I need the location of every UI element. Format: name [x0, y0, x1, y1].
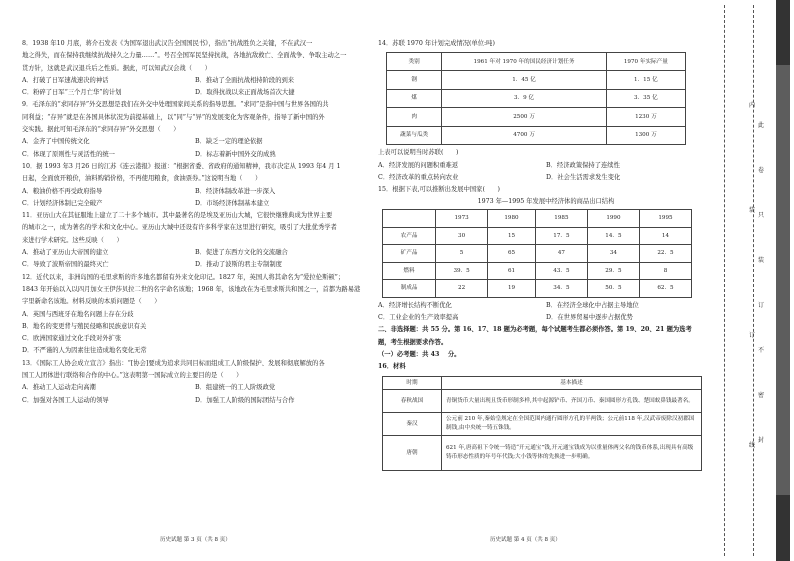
table-cell: 公元前 210 年,秦始皇规定在全国范围内通行圆形方孔的半两钱；公元前118 年,汉武帝废除汉初郡国制钱,由中央统一铸五铢钱。 [442, 412, 702, 435]
option-b: B．经济体制改革进一步深入 [195, 187, 276, 195]
q10-line: 10．据 1993 年3 月26 日的江苏《连云港报》报道：“根据省委、省政府的通知精神，我市决定从 1993 年4 月 1 [22, 162, 341, 170]
table-cell: 3．9 亿 [442, 89, 606, 108]
q14-options-row [378, 172, 714, 184]
table-cell: 矿产品 [383, 245, 436, 263]
option-b: B．组建统一的工人阶级政党 [195, 384, 276, 392]
seal-line [753, 5, 754, 556]
table-cell: 34 [587, 245, 639, 263]
option-c: C．体现了原则性与灵活性的统一 [22, 150, 115, 158]
page-3-column [22, 38, 368, 407]
q16-title: 16．材料 [378, 363, 406, 371]
table-cell: 65 [488, 245, 536, 263]
option-c: C．工业企业的生产效率提高 [378, 314, 459, 322]
seal-hint-char: 封 [757, 437, 764, 444]
q8-line: 地之得失，而在保持我继续抗战持久之力量……”。号召全国军民坚持抗战，各地抗敌救亡、全面战争、争取主动之一 [22, 52, 347, 60]
table-header-cell: 1980 [488, 209, 536, 227]
q10-options-row [22, 186, 368, 198]
option-b: B．经济政策保持了连续性 [546, 161, 620, 169]
question-11 [22, 210, 368, 271]
q15-options-row [378, 300, 714, 312]
q15-title: 15．根据下表,可以推断出发展中国家( ) [378, 186, 500, 194]
page-4-column [378, 38, 714, 471]
table-header-cell: 1973 [436, 209, 488, 227]
q12-line: 12．近代以来，非洲岛国的毛里求斯的许多地名都留有外来文化印记。1827 年，英国人将其命名为“爱拉伦斯顿”； [22, 273, 345, 281]
section-2-heading: 二、非选择题：共 55 分。第 16、17、18 题为必考题，每个试题考生都必须作答。第 19、20、21 题为选考 [378, 326, 692, 334]
table-header-cell: 基本描述 [442, 376, 702, 389]
seal-hint-char: 卷 [757, 167, 764, 174]
option-b: B．在经济全球化中占据主导地位 [546, 301, 639, 309]
option-c: C．欧洲国家通过文化手段对外扩张 [22, 335, 122, 343]
q15-table [382, 209, 692, 298]
binding-margin [720, 0, 794, 561]
table-cell: 青铜货币大量出现且货币形制多样,其中起源铲币、齐国刀币、秦国圆形方孔钱、楚国蚁鼻钱最著名。 [442, 389, 702, 412]
option-d: D．推动了波斯的君主专制制度 [195, 261, 282, 269]
table-header-cell: 1961 年对 1970 年的国民经济计划任务 [442, 53, 606, 71]
option-d: D．加强工人阶级的国际团结与合作 [195, 396, 295, 404]
table-cell: 50．5 [587, 280, 639, 298]
table-cell: 14 [639, 227, 691, 245]
table-cell: 29．5 [587, 262, 639, 280]
option-b: B．缺乏一定的理论依据 [195, 138, 263, 146]
table-row [383, 245, 692, 263]
table-header-cell: 时期 [383, 376, 442, 389]
option-a: A．粮油价格不再受政府指导 [22, 187, 103, 195]
table-cell: 1300 万 [606, 126, 685, 145]
seal-hint-char: 此 [757, 122, 764, 129]
table-cell: 1230 万 [606, 108, 685, 127]
line-mark: 装 [749, 207, 756, 214]
q11-options-row [22, 259, 368, 271]
table-row [387, 126, 686, 145]
table-row [387, 89, 686, 108]
q14-question: 上表可以说明当时苏联( ) [378, 149, 459, 157]
q13-line: 13．《国际工人协会成立宣言》指出：“[协会]要成为追求共同目标而组成工人阶级保护、发展和彻底解放的各 [22, 359, 325, 367]
table-cell: 肉 [387, 108, 442, 127]
question-12 [22, 272, 368, 358]
q8-options-row [22, 87, 368, 99]
option-d: D．标志着新中国外交的成熟 [195, 150, 276, 158]
option-c: C．计划经济体制已完全破产 [22, 199, 103, 207]
table-cell: 14．5 [587, 227, 639, 245]
table-header-row [383, 376, 702, 389]
page-3-footer: 历史试题 第 3 页（共 8 页） [160, 537, 231, 543]
table-row [383, 389, 702, 412]
option-a: A．经济发展的问题积重难返 [378, 161, 459, 169]
table-cell: 燃料 [383, 262, 436, 280]
table-cell: 43．5 [535, 262, 587, 280]
q9-line: 交实践。据此可知毛泽东的“求同存异”外交思想（ ） [22, 126, 180, 134]
table-cell: 1．15 亿 [606, 71, 685, 90]
table-row [383, 412, 702, 435]
q9-options-row [22, 136, 368, 148]
table-cell: 19 [488, 280, 536, 298]
question-8 [22, 38, 368, 99]
table-row [383, 262, 692, 280]
table-cell: 22．5 [639, 245, 691, 263]
seal-hint-char: 订 [757, 302, 764, 309]
q16-table [382, 376, 702, 471]
option-d: D．社会生活需求发生变化 [546, 173, 621, 181]
option-d: D．在世界贸易中逐步占据优势 [546, 314, 633, 322]
table-cell: 8 [639, 262, 691, 280]
table-cell: 30 [436, 227, 488, 245]
binding-strip-top [776, 0, 790, 65]
table-header-cell: 1970 年实际产量 [606, 53, 685, 71]
q11-options-row [22, 247, 368, 259]
line-mark: 线 [749, 442, 756, 449]
table-header-row [387, 53, 686, 71]
option-c: C．导致了波斯帝国的最终灭亡 [22, 261, 109, 269]
q13-options-row [22, 395, 368, 407]
table-header-cell [383, 209, 436, 227]
option-a: A．金齐了中国传统文化 [22, 138, 90, 146]
question-10 [22, 161, 368, 210]
table-cell: 17．5 [535, 227, 587, 245]
question-9 [22, 99, 368, 160]
q11-line: 11．亚历山大在其征服地上建立了二十多个城市。其中最著名的是埃及亚历山大城，它很快继雅典成为世界主要 [22, 212, 333, 220]
seal-hint-char: 只 [757, 212, 764, 219]
option-b: B．地名的变更背与殖民侵略和民族意识有关 [22, 322, 147, 330]
table-cell: 621 年,唐高祖下令统一铸造“开元通宝”钱,开元通宝钱成为以重量体两父名的钱币体系,出现具有高级铸币形态性质的年号年代钱;大小钱等体的先换进一步明确。 [442, 435, 702, 470]
option-c: C．经济改革的重点转向农业 [378, 173, 459, 181]
q11-line: 来进行学术研究。这些反映（ ） [22, 236, 123, 244]
seal-hint-char: 不 [757, 347, 764, 354]
option-b: B．推动了全面抗战相持阶段的到来 [195, 76, 295, 84]
option-d: D．不严谨的人为因素往往造成地名变化无常 [22, 347, 147, 355]
option-a: A．打破了日军速战速决的神话 [22, 76, 109, 84]
table-cell: 唐朝 [383, 435, 442, 470]
seal-hint-char: 装 [757, 257, 764, 264]
table-row [383, 435, 702, 470]
table-row [387, 108, 686, 127]
table-header-cell: 1985 [535, 209, 587, 227]
q10-options-row [22, 198, 368, 210]
seal-hint-char: 密 [757, 392, 764, 399]
q12-line: 1843 年开始以入以四月加女王伊莎贝拉二世的名字命名该地；1968 年，该地改在为毛里求斯共和国之一，首都为路易港 [22, 285, 361, 293]
q8-line: 8．1938 年10 月底，蒋介石发表《为国军退出武汉告全国国民书》，指出“抗战胜负之关键，不在武汉一 [22, 40, 313, 47]
table-cell: 1．45 亿 [442, 71, 606, 90]
table-row [383, 227, 692, 245]
table-cell: 4700 万 [442, 126, 606, 145]
q12-line: 字里新命名该地。材料反映的本质问题是（ ） [22, 298, 161, 306]
binding-strip-bottom [776, 495, 790, 561]
binding-strip [776, 0, 790, 561]
table-cell: 62．5 [639, 280, 691, 298]
q15-table-caption: 1973 年—1995 年发展中经济体的商品出口结构 [477, 198, 615, 206]
table-cell: 制成品 [383, 280, 436, 298]
table-row [383, 280, 692, 298]
option-d: D．取得抗战以来正面战场首次大捷 [195, 89, 295, 97]
q9-options-row [22, 149, 368, 161]
table-cell: 3．35 亿 [606, 89, 685, 108]
question-13 [22, 358, 368, 407]
table-cell: 煤 [387, 89, 442, 108]
table-header-cell: 1995 [639, 209, 691, 227]
section-2-heading-cont: 题，考生根据要求作答。 [378, 338, 448, 346]
table-cell: 34．5 [535, 280, 587, 298]
q8-line: 贯方针，这就是武汉退兵后之性质。据此，可以知武汉会战（ ） [22, 64, 211, 72]
q11-line: 的城市之一，成为著名的学术和文化中心。亚历山大城中还设有许多科学家在这里进行研究，吸引了大批优秀学者 [22, 224, 337, 232]
page-4-footer: 历史试题 第 4 页（共 8 页） [490, 537, 561, 543]
table-cell: 61 [488, 262, 536, 280]
table-cell: 蔬菜与瓜类 [387, 126, 442, 145]
option-a: A．经济增长结构不断优化 [378, 301, 452, 309]
q14-options-row [378, 160, 714, 172]
q10-line: 日起，全面放开粮价，油料购销价格，不再使用粮食，食油票券。”这说明当地（ ） [22, 175, 262, 183]
q9-line: 9．毛泽东的“求同存异”外交思想是我们在外交中处理国家间关系的指导思想。“求同”是指中国与世界各国的共 [22, 101, 329, 109]
line-mark: 订 [749, 332, 756, 339]
q8-options-row [22, 75, 368, 87]
cut-line [724, 5, 725, 556]
section-sub-heading: （一）必考题：共 43 分。 [378, 350, 461, 358]
table-cell: 钢 [387, 71, 442, 90]
q9-line: 同利益；“存异”就是在各国具体状况为前提基础上，以“同”与“异”的发展变化为客观条件，指导了新中国的外 [22, 113, 325, 121]
table-header-row [383, 209, 692, 227]
q14-title: 14．苏联 1970 年计划完成情况(单位:吨) [378, 40, 495, 47]
option-a: A．推动工人运动走向高潮 [22, 384, 96, 392]
q13-line: 国工人团体进行联络和合作的中心。”这表明第一国际成立的主要目的是（ ） [22, 372, 243, 380]
table-row [387, 71, 686, 90]
table-cell: 春秋战国 [383, 389, 442, 412]
q15-options-row [378, 312, 714, 324]
line-mark: 内 [749, 102, 756, 109]
option-a: A．英国与西班牙在地名问题上存在分歧 [22, 310, 134, 318]
table-cell: 47 [535, 245, 587, 263]
option-c: C．粉碎了日军“三个月亡华”的计划 [22, 89, 122, 97]
table-cell: 5 [436, 245, 488, 263]
table-cell: 15 [488, 227, 536, 245]
option-c: C．加强对各国工人运动的领导 [22, 396, 109, 404]
q13-options-row [22, 382, 368, 394]
table-header-cell: 类别 [387, 53, 442, 71]
option-d: D．市场经济体制基本建立 [195, 199, 270, 207]
table-cell: 秦汉 [383, 412, 442, 435]
table-cell: 2500 万 [442, 108, 606, 127]
option-a: A．推动了亚历山大帝国的建立 [22, 249, 109, 257]
table-cell: 39．5 [436, 262, 488, 280]
table-header-cell: 1990 [587, 209, 639, 227]
table-cell: 22 [436, 280, 488, 298]
q14-table [386, 52, 686, 145]
option-b: B．促进了东西方文化的交流融合 [195, 249, 288, 257]
table-cell: 农产品 [383, 227, 436, 245]
